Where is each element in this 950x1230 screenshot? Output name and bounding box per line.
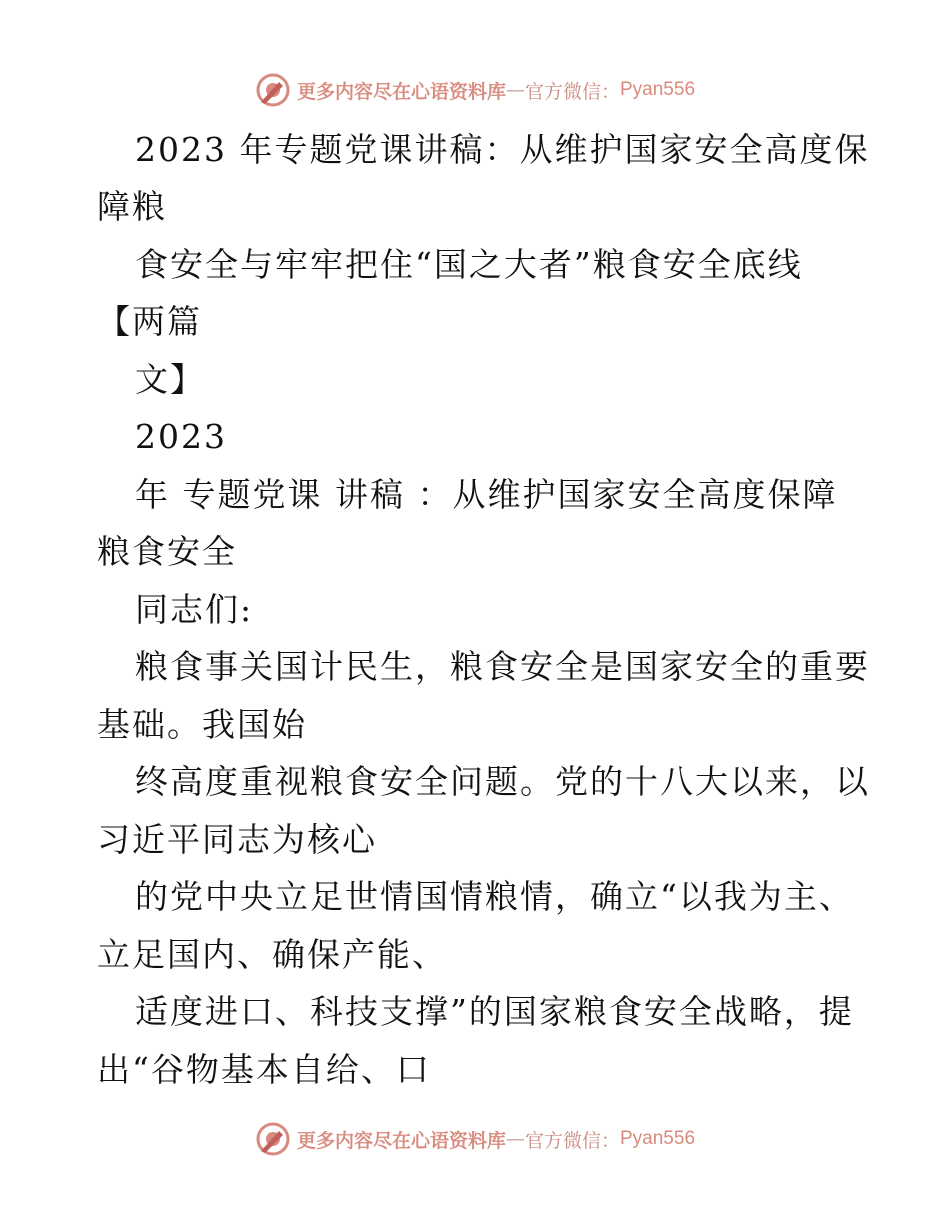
doc-line: 食安全与牢牢把住“国之大者”粮食安全底线 — [135, 245, 803, 284]
doc-line: 基础。我国始 — [97, 705, 307, 744]
banner-wechat-label: 官方微信： — [524, 80, 620, 103]
doc-line: 立足国内、确保产能、 — [97, 935, 447, 974]
doc-line: 同志们: — [135, 590, 254, 629]
doc-line: 障粮 — [97, 187, 167, 226]
doc-line: 的党中央立足世情国情粮情，确立“以我为主、 — [135, 877, 854, 916]
doc-line: 年 专题党课 讲稿 ：从维护国家安全高度保障 — [135, 475, 838, 514]
doc-line: 2023 — [135, 417, 227, 456]
banner-wechat-label: 官方微信： — [524, 1129, 620, 1152]
doc-line: 终高度重视粮食安全问题。党的十八大以来，以 — [135, 762, 870, 801]
pen-logo-icon — [255, 1121, 291, 1157]
doc-line: 出“谷物基本自给、口 — [97, 1050, 431, 1089]
doc-line: 习近平同志为核心 — [97, 820, 377, 859]
doc-line: 适度进口、科技支撑”的国家粮食安全战略，提 — [135, 992, 854, 1031]
doc-line: 【两篇 — [97, 302, 202, 341]
header-watermark-banner — [0, 70, 950, 110]
doc-line: 2023 年专题党课讲稿：从维护国家安全高度保 — [135, 130, 870, 169]
pen-logo-icon — [255, 72, 291, 108]
banner-separator: — — [505, 79, 525, 101]
banner-main-text: 更多内容尽在心语资料库 — [296, 80, 506, 103]
footer-watermark-banner — [0, 1119, 950, 1159]
banner-main-text: 更多内容尽在心语资料库 — [296, 1129, 506, 1152]
doc-line: 粮食事关国计民生，粮食安全是国家安全的重要 — [135, 647, 870, 686]
banner-wechat-id: Pyan556 — [620, 79, 696, 100]
doc-line: 粮食安全 — [97, 532, 237, 571]
banner-wechat-id: Pyan556 — [620, 1128, 696, 1149]
doc-line: 文】 — [135, 360, 205, 399]
banner-separator: — — [505, 1128, 525, 1150]
